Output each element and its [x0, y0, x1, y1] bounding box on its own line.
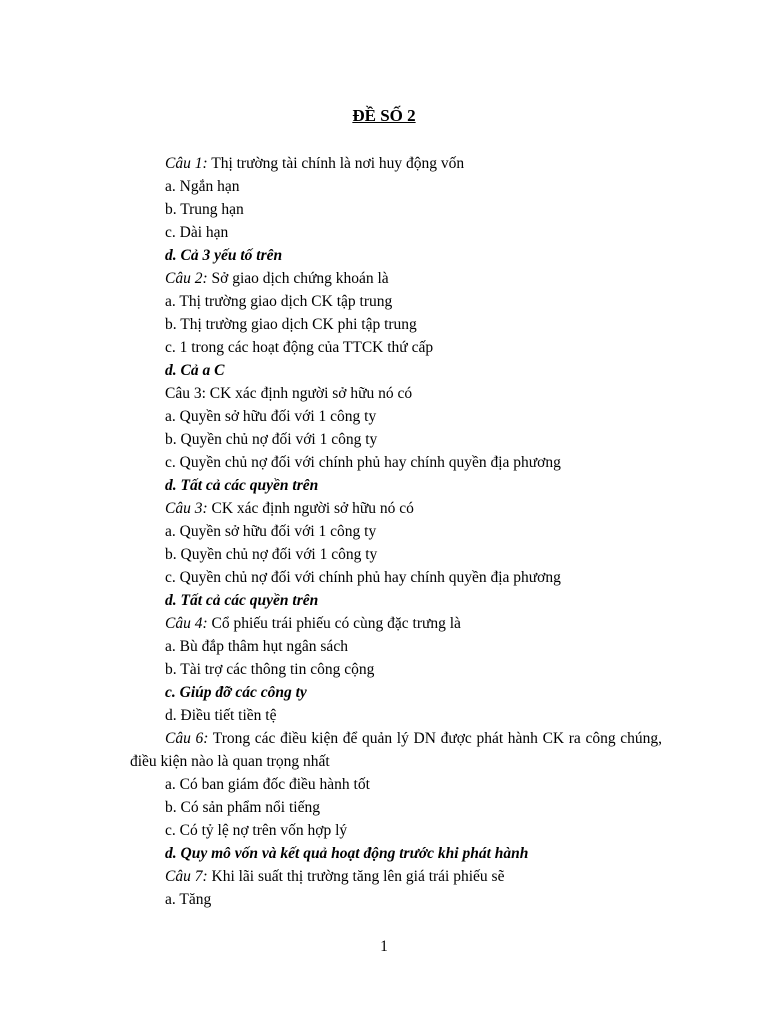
- option-text: a. Ngắn hạn: [165, 178, 240, 195]
- question-line: [130, 152, 662, 175]
- option-text: b. Thị trường giao dịch CK phi tập trung: [165, 316, 417, 333]
- text-line: [130, 405, 662, 428]
- text-line: [130, 313, 662, 336]
- question-label: Câu 4:: [165, 615, 208, 632]
- text-line: [130, 451, 662, 474]
- document-body: [130, 152, 662, 911]
- text-line: [130, 290, 662, 313]
- question-line: [130, 727, 662, 773]
- correct-answer: d. Tất cả các quyền trên: [165, 477, 319, 494]
- text-line: [130, 198, 662, 221]
- question-text: Thị trường tài chính là nơi huy động vốn: [207, 155, 465, 172]
- option-text: b. Quyền chủ nợ đối với 1 công ty: [165, 546, 378, 563]
- option-text: d. Điều tiết tiền tệ: [165, 707, 277, 724]
- question-text: Khi lãi suất thị trường tăng lên giá trái phiếu sẽ: [207, 868, 505, 885]
- text-line: [130, 382, 662, 405]
- text-line: [130, 658, 662, 681]
- question-label: Câu 7:: [165, 868, 208, 885]
- option-text: a. Có ban giám đốc điều hành tốt: [165, 776, 370, 793]
- option-text: c. Dài hạn: [165, 224, 229, 241]
- answer-line: [130, 474, 662, 497]
- question-line: [130, 865, 662, 888]
- option-text: a. Thị trường giao dịch CK tập trung: [165, 293, 393, 310]
- option-text: a. Tăng: [165, 891, 212, 908]
- text-line: [130, 796, 662, 819]
- option-text: c. 1 trong các hoạt động của TTCK thứ cấp: [165, 339, 434, 356]
- text-line: [130, 520, 662, 543]
- text-line: [130, 888, 662, 911]
- option-text: Câu 3: CK xác định người sở hữu nó có: [165, 385, 413, 402]
- text-line: [130, 543, 662, 566]
- correct-answer: d. Cả a C: [165, 362, 225, 379]
- page-title: ĐỀ SỐ 2: [352, 106, 416, 125]
- text-line: [130, 635, 662, 658]
- answer-line: [130, 244, 662, 267]
- question-label: Câu 6:: [165, 730, 209, 747]
- option-text: c. Quyền chủ nợ đối với chính phủ hay chính quyền địa phương: [165, 569, 561, 586]
- correct-answer: c. Giúp đỡ các công ty: [165, 684, 307, 701]
- question-line: [130, 497, 662, 520]
- text-line: [130, 336, 662, 359]
- answer-line: [130, 359, 662, 382]
- option-text: c. Có tỷ lệ nợ trên vốn hợp lý: [165, 822, 348, 839]
- text-line: [130, 428, 662, 451]
- option-text: a. Quyền sở hữu đối với 1 công ty: [165, 523, 377, 540]
- question-line: [130, 267, 662, 290]
- question-text: CK xác định người sở hữu nó có: [207, 500, 414, 517]
- option-text: b. Quyền chủ nợ đối với 1 công ty: [165, 431, 378, 448]
- option-text: b. Có sản phẩm nổi tiếng: [165, 799, 320, 816]
- option-text: a. Quyền sở hữu đối với 1 công ty: [165, 408, 377, 425]
- question-label: Câu 1:: [165, 155, 208, 172]
- text-line: [130, 175, 662, 198]
- text-line: [130, 773, 662, 796]
- option-text: c. Quyền chủ nợ đối với chính phủ hay chính quyền địa phương: [165, 454, 561, 471]
- option-text: a. Bù đắp thâm hụt ngân sách: [165, 638, 348, 655]
- question-label: Câu 3:: [165, 500, 208, 517]
- correct-answer: d. Quy mô vốn và kết quả hoạt động trước khi phát hành: [165, 845, 529, 862]
- answer-line: [130, 681, 662, 704]
- text-line: [130, 819, 662, 842]
- text-line: [130, 566, 662, 589]
- question-text: Cổ phiếu trái phiếu có cùng đặc trưng là: [207, 615, 461, 632]
- question-text: Sở giao dịch chứng khoán là: [207, 270, 389, 287]
- page-number: 1: [380, 938, 388, 955]
- text-line: [130, 704, 662, 727]
- question-text: Trong các điều kiện để quản lý DN được phát hành CK ra công chúng, điều kiện nào là quan trọng nhất: [130, 730, 662, 770]
- text-line: [130, 221, 662, 244]
- correct-answer: d. Cả 3 yếu tố trên: [165, 247, 283, 264]
- question-label: Câu 2:: [165, 270, 208, 287]
- option-text: b. Trung hạn: [165, 201, 244, 218]
- question-line: [130, 612, 662, 635]
- correct-answer: d. Tất cả các quyền trên: [165, 592, 319, 609]
- answer-line: [130, 842, 662, 865]
- option-text: b. Tài trợ các thông tin công cộng: [165, 661, 375, 678]
- answer-line: [130, 589, 662, 612]
